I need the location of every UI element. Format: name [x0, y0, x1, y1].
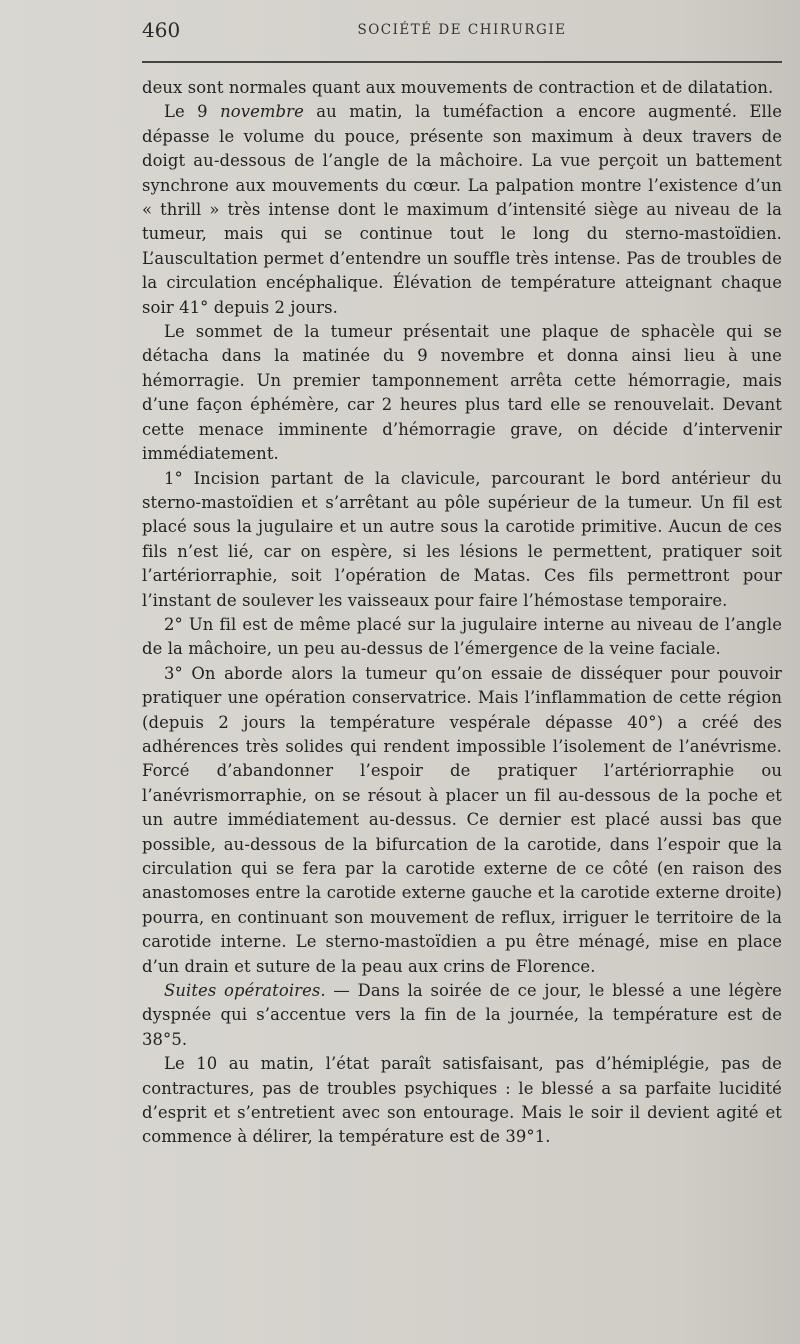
running-head [142, 18, 782, 44]
date-emphasis: novembre [220, 102, 304, 122]
paragraph-text: au matin, la tuméfaction a encore augmenté. Elle dépasse le volume du pouce, présente son maximum à deux travers de doigt au-dessous de l’angle de la mâchoire. La vue perçoit un battement synchrone aux mouvements du cœur. La palpation montre l’existence d’un « thrill » très intense dont le maximum d’intensité siège au niveau de la tumeur, mais qui se continue tout le long du sterno-mastoïdien. L’auscultation permet d’entendre un souffle très intense. Pas de troubles de la circulation encéphalique. Élévation de température atteignant chaque soir 41° depuis 2 jours. [142, 102, 782, 317]
paragraph-hemorrhage [142, 320, 782, 466]
paragraph-text: deux sont normales quant aux mouvements de contraction et de dilatation. [142, 78, 774, 97]
paragraph-text: 1° Incision partant de la clavicule, parcourant le bord antérieur du sterno-mastoïdien et s’arrêtant au pôle supérieur de la tumeur. Un fil est placé sous la jugulaire et un autre sous la carotide primitive. Aucun de ces fils n’est lié, car on espère, si les lésions le permettent, pratiquer soit l’artériorraphie, soit l’opération de Matas. Ces fils permettront pour l’instant de soulever les vaisseaux pour faire l’hémostase temporaire. [142, 468, 782, 610]
paragraph-text: Le sommet de la tumeur présentait une plaque de sphacèle qui se détacha dans la matinée du 9 novembre et donna ainsi lieu à une hémorragie. Un premier tamponnement arrêta cette hémorragie, mais d’une façon éphémère, car 2 heures plus tard elle se renouvelait. Devant cette menace imminente d’hémorragie grave, on décide d’intervenir immédiatement. [142, 322, 782, 464]
header-rule [142, 61, 782, 63]
paragraph-nov9 [142, 100, 782, 320]
paragraph-text: Le 10 au matin, l’état paraît satisfaisant, pas d’hémiplégie, pas de contractures, pas de troubles psychiques : le blessé a sa parfaite lucidité d’esprit et s’entretient avec son entourage. Mais le soir il devient agité et commence à délirer, la température est de 39°1. [142, 1054, 782, 1147]
body-text [142, 76, 782, 1150]
paragraph-text: 2° Un fil est de même placé sur la jugulaire interne au niveau de l’angle de la mâchoire, un peu au-dessus de l’émergence de la veine faciale. [142, 614, 782, 659]
paragraph-lead: Le 9 [164, 102, 221, 122]
running-title: SOCIÉTÉ DE CHIRURGIE [357, 22, 567, 38]
paragraph-suites [142, 979, 782, 1052]
paragraph-nov10 [142, 1052, 782, 1150]
paragraph-continuation [142, 76, 782, 100]
section-emphasis: Suites opératoires. [164, 981, 326, 1001]
paragraph-text: — Dans la soirée de ce jour, le blessé a une légère dyspnée qui s’accentue vers la fin de la journée, la température est de 38°5. [142, 981, 782, 1049]
paragraph-text: 3° On aborde alors la tumeur qu’on essaie de disséquer pour pouvoir pratiquer une opération conservatrice. Mais l’inflammation de cette région (depuis 2 jours la température vespérale dépasse 40°) a créé des adhérences très solides qui rendent impossible l’isolement de l’anévrisme. Forcé d’abandonner l’espoir de pratiquer l’artériorraphie ou l’anévrismorraphie, on se résout à placer un fil au-dessous de la poche et un autre immédiatement au-dessus. Ce dernier est placé aussi bas que possible, au-dessous de la bifurcation de la carotide, dans l’espoir que la circulation qui se fera par la carotide externe de ce côté (en raison des anastomoses entre la carotide externe gauche et la carotide externe droite) pourra, en continuant son mouvement de reflux, irriguer le territoire de la carotide interne. Le sterno-mastoïdien a pu être ménagé, mise en place d’un drain et suture de la peau aux crins de Florence. [142, 663, 782, 976]
paragraph-step-2 [142, 613, 782, 662]
paragraph-step-3 [142, 662, 782, 979]
page-number: 460 [142, 18, 181, 42]
paragraph-step-1 [142, 467, 782, 613]
